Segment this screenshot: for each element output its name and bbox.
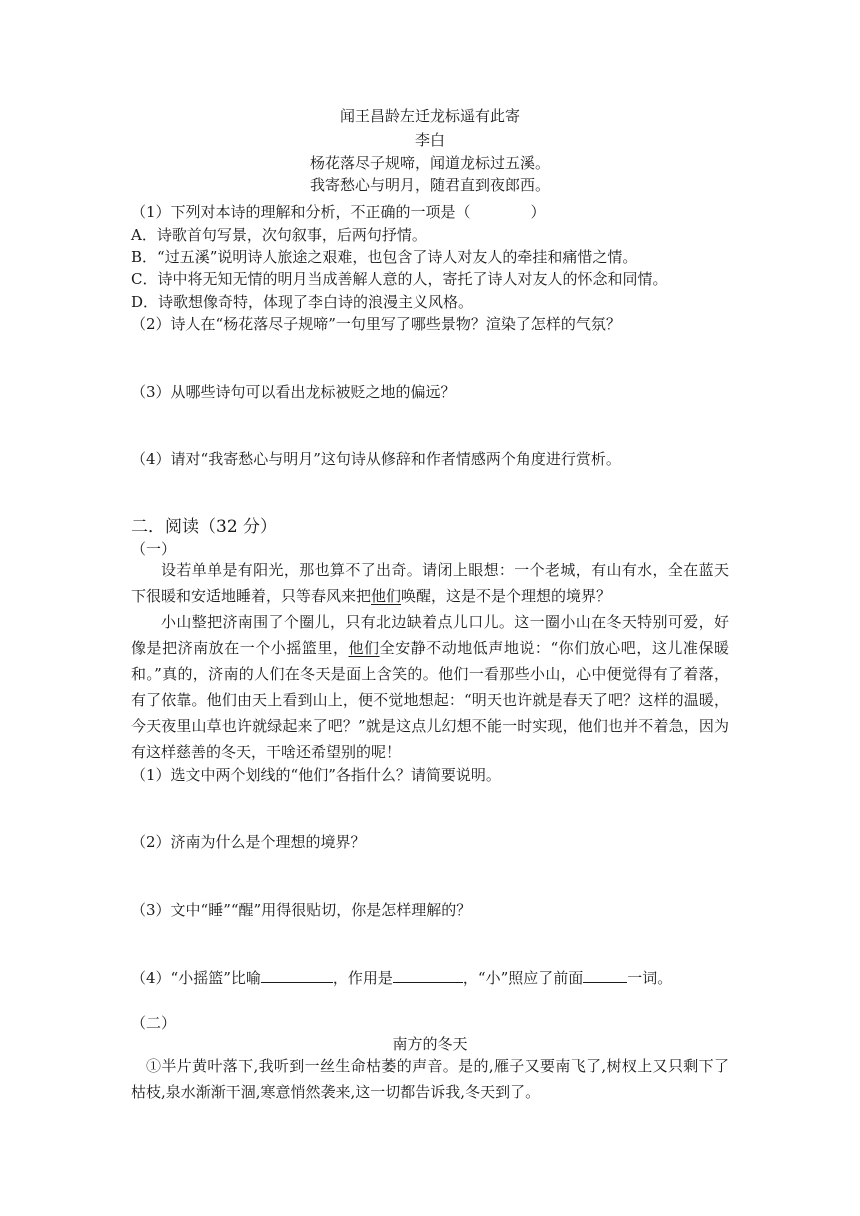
reading-question-1: （1）选文中两个划线的“他们”各指什么？请简要说明。 (131, 766, 501, 784)
question-4-part-c: ，“小”照应了前面 (462, 969, 584, 987)
option-d: D．诗歌想像奇特，体现了李白诗的浪漫主义风格。 (131, 293, 474, 311)
poem-author: 李白 (414, 131, 445, 149)
poem-title: 闻王昌龄左迁龙标遥有此寄 (339, 107, 520, 125)
section-heading: 二．阅读（32 分） (131, 517, 278, 537)
answer-blank-2[interactable] (393, 968, 463, 983)
poem-line-1: 杨花落尽子规啼，闻道龙标过五溪。 (309, 154, 550, 172)
question-4-part-a: （4）“小摇篮”比喻 (131, 969, 261, 987)
paragraph-2-text-b: 全安静不动地低声地说：“你们放心吧，这儿准保暖和。”真的，济南的人们在冬天是面上含笑的。他们一看那些小山，心中便觉得有了着落，有了依靠。他们由天上看到山上，便不觉地想起：“明天也许就是春天了吧？这样的温暖，今天夜里山草也许就绿起来了吧？”就是这点儿幻想不能一时实现，他们也并不着急，因为有这样慈善的冬天，干啥还希望别的呢！ (131, 639, 729, 761)
reading-question-2: （2）济南为什么是个理想的境界？ (131, 833, 366, 851)
answer-blank-3[interactable] (583, 968, 627, 983)
poem-line-2: 我寄愁心与明月，随君直到夜郎西。 (309, 176, 550, 194)
reading-paragraph-2 (131, 609, 729, 765)
underlined-tamen-1: 他们 (371, 587, 402, 605)
reading-paragraph-1 (131, 557, 729, 609)
paragraph-2-text-a: 小山整把济南围了个圈儿，只有北边缺着点儿口儿。这一圈小山在冬天特别可爱，好像是把济南放在一个小摇篮里， (131, 613, 729, 657)
poem-question-4: （4）请对“我寄愁心与明月”这句诗从修辞和作者情感两个角度进行赏析。 (131, 450, 621, 468)
underlined-tamen-2: 他们 (348, 639, 380, 657)
paragraph-1-text-b: 唤醒，这是不是个理想的境界？ (401, 587, 612, 605)
poem-question-2: （2）诗人在“杨花落尽子规啼”一句里写了哪些景物？渲染了怎样的气氛？ (131, 315, 621, 333)
paragraph-1-text-a: 设若单单是有阳光，那也算不了出奇。请闭上眼想：一个老城，有山有水，全在蓝天下很暖和安适地睡着，只等春风来把 (131, 561, 729, 605)
question-4-part-b: ，作用是 (332, 969, 393, 987)
poem-question-3: （3）从哪些诗句可以看出龙标被贬之地的偏远？ (131, 383, 456, 401)
reading-question-3: （3）文中“睡”“醒”用得很贴切，你是怎样理解的？ (131, 901, 472, 919)
part-2-label: （二） (131, 1014, 177, 1032)
reading-question-4 (131, 968, 672, 988)
option-b: B．“过五溪”说明诗人旅途之艰难，也包含了诗人对友人的牵挂和痛惜之情。 (131, 248, 638, 266)
part-2-title: 南方的冬天 (392, 1035, 468, 1053)
answer-blank-1[interactable] (261, 968, 333, 983)
option-c: C．诗中将无知无情的明月当成善解人意的人，寄托了诗人对友人的怀念和同情。 (131, 270, 668, 288)
option-a: A．诗歌首句写景，次句叙事，后两句抒情。 (131, 226, 427, 244)
part-2-paragraph-1: ①半片黄叶落下,我听到一丝生命枯萎的声音。是的,雁子又要南飞了,树杈上又只剩下了枯枝,泉水渐渐干涸,寒意悄然袭来,这一切都告诉我,冬天到了。 (131, 1057, 729, 1101)
poem-question-1: （1）下列对本诗的理解和分析，不正确的一项是（ ） (131, 203, 546, 221)
question-4-part-d: 一词。 (627, 969, 673, 987)
part-1-label: （一） (131, 540, 177, 558)
